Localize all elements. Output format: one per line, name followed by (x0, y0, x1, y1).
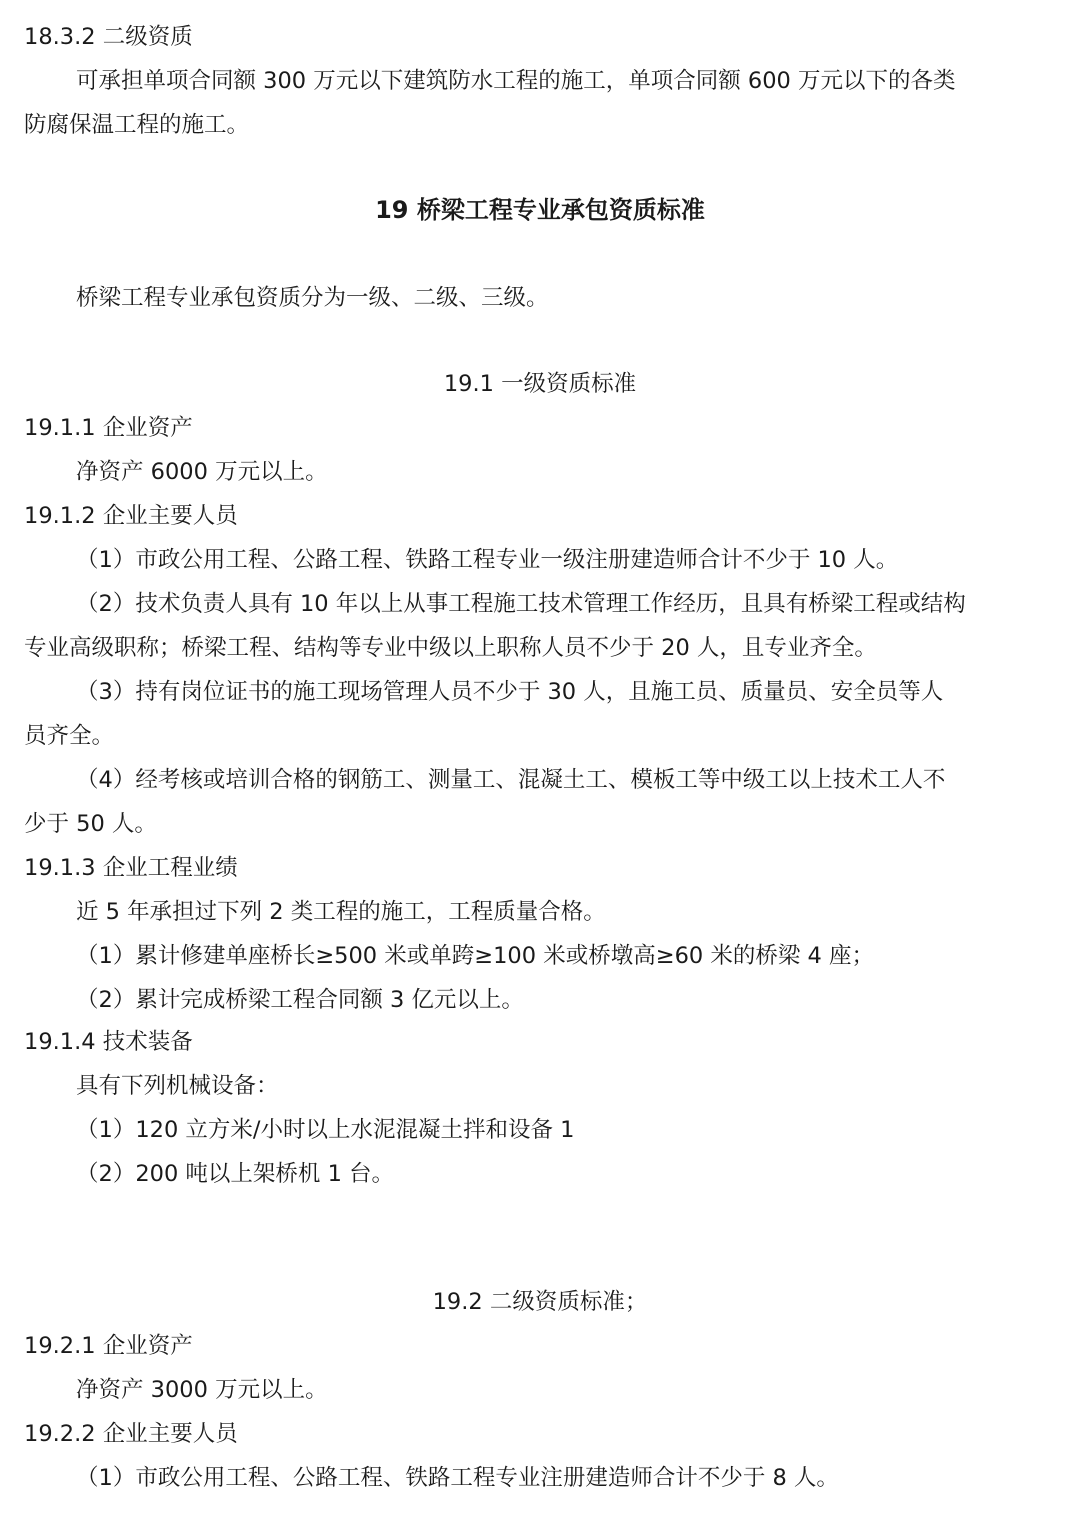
heading-19-1-1: 19.1.1 企业资产 (24, 415, 193, 441)
list-item: （2）技术负责人具有 10 年以上从事工程施工技术管理工作经历，且具有桥梁工程或结构 (76, 591, 966, 617)
paragraph: 净资产 6000 万元以上。 (76, 459, 328, 485)
heading-18-3-2: 18.3.2 二级资质 (24, 24, 193, 50)
list-item: （3）持有岗位证书的施工现场管理人员不少于 30 人，且施工员、质量员、安全员等人 (76, 679, 944, 705)
list-item: （1）市政公用工程、公路工程、铁路工程专业注册建造师合计不少于 8 人。 (76, 1465, 839, 1491)
list-item: （2）累计完成桥梁工程合同额 3 亿元以上。 (76, 987, 524, 1013)
subsection-title-19-1: 19.1 一级资质标准 (443, 371, 637, 397)
paragraph: 净资产 3000 万元以上。 (76, 1377, 328, 1403)
heading-19-1-2: 19.1.2 企业主要人员 (24, 503, 238, 529)
paragraph: 可承担单项合同额 300 万元以下建筑防水工程的施工，单项合同额 600 万元以下的各类 (76, 68, 956, 94)
list-item: （1）市政公用工程、公路工程、铁路工程专业一级注册建造师合计不少于 10 人。 (76, 547, 899, 573)
list-item-continuation: 员齐全。 (24, 723, 115, 749)
subsection-title-19-2: 19.2 二级资质标准； (432, 1289, 648, 1315)
heading-19-1-3: 19.1.3 企业工程业绩 (24, 855, 238, 881)
heading-19-2-1: 19.2.1 企业资产 (24, 1333, 193, 1359)
paragraph-continuation: 防腐保温工程的施工。 (24, 112, 250, 138)
paragraph-intro: 桥梁工程专业承包资质分为一级、二级、三级。 (76, 285, 549, 311)
section-title-19: 19 桥梁工程专业承包资质标准 (375, 196, 705, 224)
list-item: （1）120 立方米/小时以上水泥混凝土拌和设备 1 (76, 1117, 575, 1143)
paragraph: 近 5 年承担过下列 2 类工程的施工，工程质量合格。 (76, 899, 606, 925)
heading-19-2-2: 19.2.2 企业主要人员 (24, 1421, 238, 1447)
list-item: （4）经考核或培训合格的钢筋工、测量工、混凝土工、模板工等中级工以上技术工人不 (76, 767, 946, 793)
paragraph: 具有下列机械设备： (76, 1073, 279, 1099)
heading-19-1-4: 19.1.4 技术装备 (24, 1029, 193, 1055)
list-item-continuation: 专业高级职称；桥梁工程、结构等专业中级以上职称人员不少于 20 人，且专业齐全。 (24, 635, 877, 661)
list-item: （1）累计修建单座桥长≥500 米或单跨≥100 米或桥墩高≥60 米的桥梁 4 座； (76, 943, 874, 969)
list-item-continuation: 少于 50 人。 (24, 811, 157, 837)
list-item: （2）200 吨以上架桥机 1 台。 (76, 1161, 395, 1187)
